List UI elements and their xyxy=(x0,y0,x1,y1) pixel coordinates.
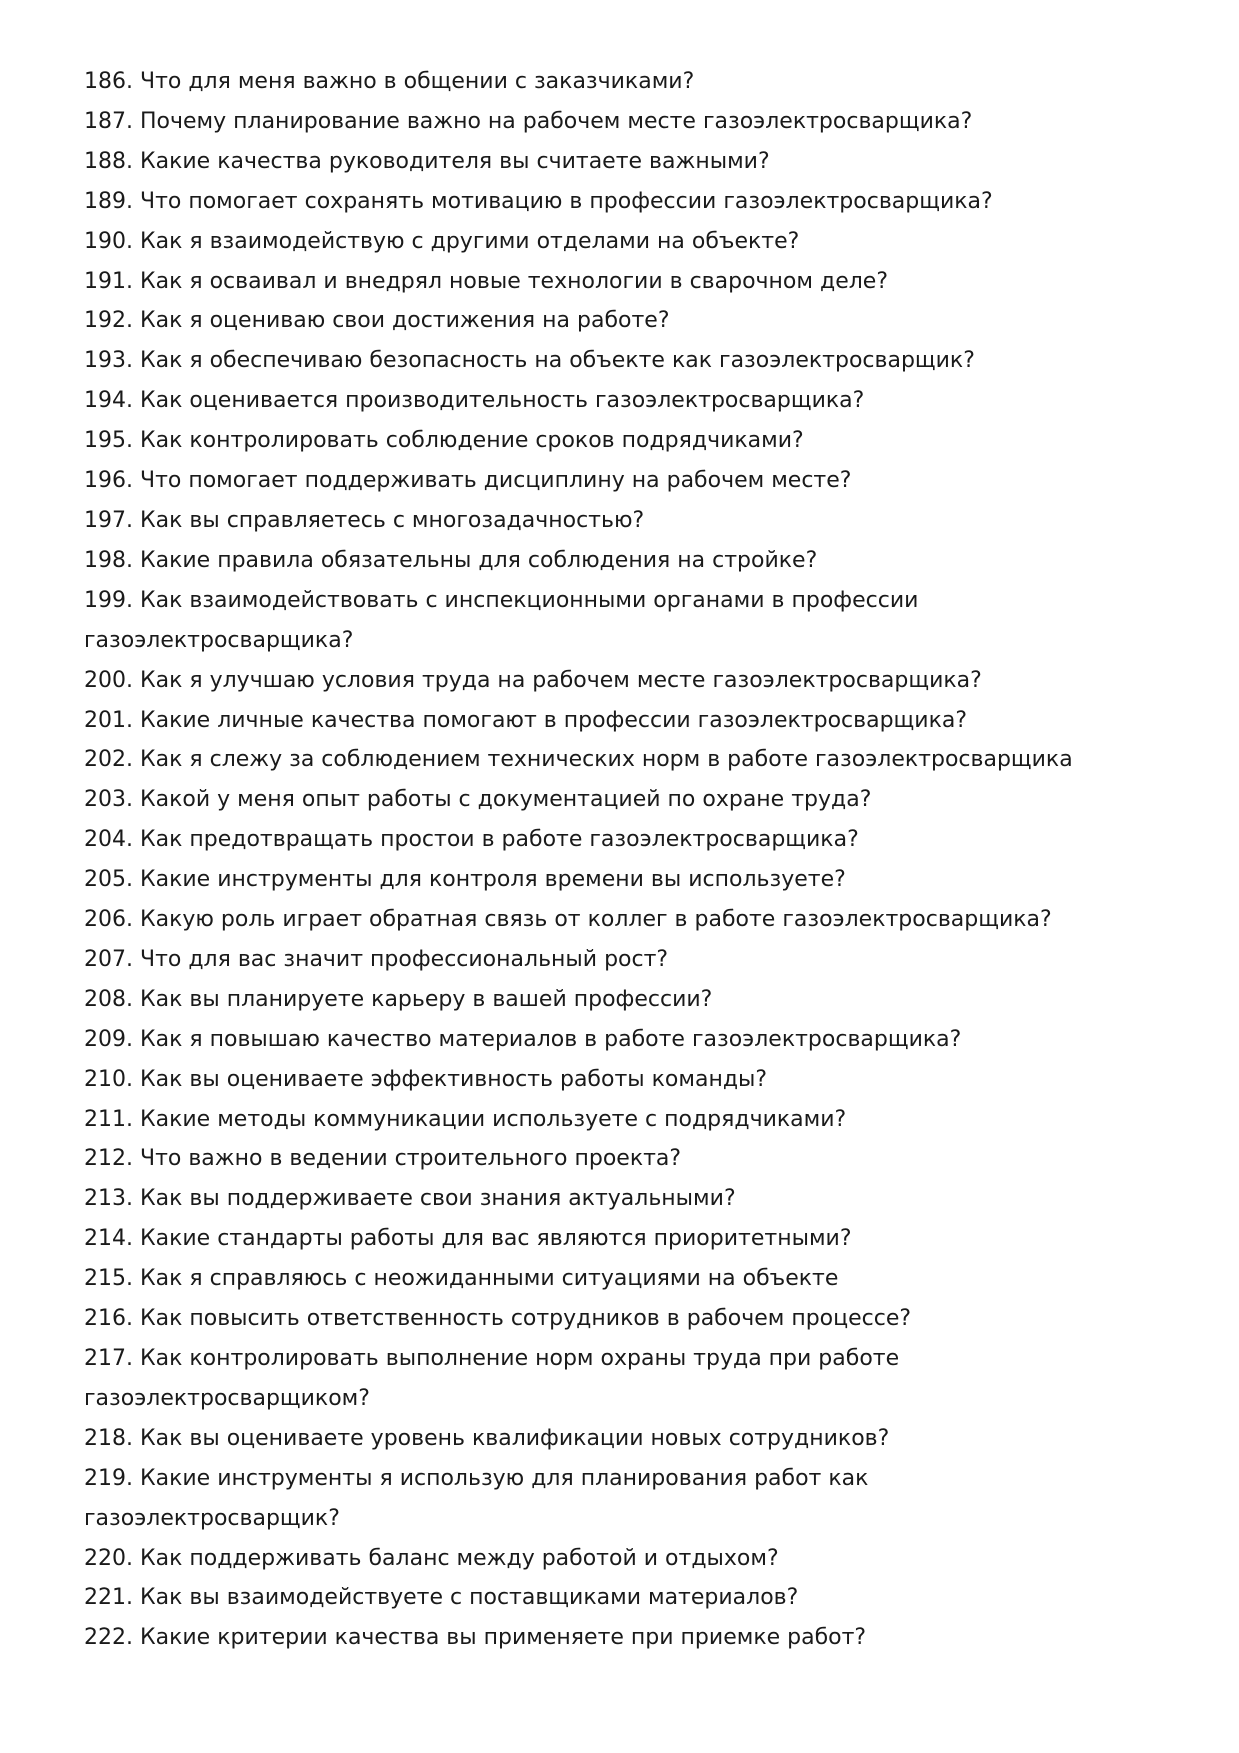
question-text: Как оценивается производительность газоэлектросварщика? xyxy=(139,388,865,414)
question-text: Как я осваивал и внедрял новые технологии в сварочном деле? xyxy=(139,268,889,294)
question-text: Какие правила обязательны для соблюдения на стройке? xyxy=(139,547,818,573)
question-number: 209. xyxy=(84,1026,133,1052)
list-item xyxy=(84,182,1124,222)
question-text: Как контролировать выполнение норм охраны труда при работе газоэлектросварщиком? xyxy=(84,1346,900,1411)
question-text: Как предотвращать простои в работе газоэлектросварщика? xyxy=(139,827,859,853)
list-item xyxy=(84,501,1124,541)
list-item xyxy=(84,581,1124,661)
question-text: Какой у меня опыт работы с документацией по охране труда? xyxy=(139,787,872,813)
question-text: Как вы поддерживаете свои знания актуальными? xyxy=(139,1186,736,1212)
list-item xyxy=(84,102,1124,142)
question-number: 217. xyxy=(84,1346,133,1371)
list-item xyxy=(84,222,1124,262)
question-number: 221. xyxy=(84,1585,133,1611)
question-text: Как я повышаю качество материалов в работе газоэлектросварщика? xyxy=(139,1026,962,1052)
question-number: 213. xyxy=(84,1186,133,1212)
question-number: 191. xyxy=(84,268,133,294)
question-number: 220. xyxy=(84,1545,133,1571)
question-number: 215. xyxy=(84,1266,133,1292)
question-number: 216. xyxy=(84,1306,133,1332)
list-item xyxy=(84,1339,1124,1419)
question-number: 197. xyxy=(84,507,133,533)
question-number: 205. xyxy=(84,867,133,893)
question-text: Как вы оцениваете уровень квалификации новых сотрудников? xyxy=(139,1425,890,1451)
question-number: 192. xyxy=(84,308,133,334)
question-number: 210. xyxy=(84,1066,133,1092)
question-text: Как взаимодействовать с инспекционными органами в профессии газоэлектросварщика? xyxy=(84,587,919,653)
question-text: Как вы планируете карьеру в вашей профессии? xyxy=(139,986,713,1012)
question-text: Как я слежу за соблюдением технических норм в работе газоэлектросварщика xyxy=(139,747,1073,773)
question-number: 195. xyxy=(84,428,133,454)
list-item xyxy=(84,461,1124,501)
question-text: Как контролировать соблюдение сроков подрядчиками? xyxy=(139,428,804,454)
list-item xyxy=(84,381,1124,421)
question-number: 218. xyxy=(84,1425,133,1451)
question-text: Как я оцениваю свои достижения на работе? xyxy=(139,308,670,334)
list-item xyxy=(84,421,1124,461)
question-number: 207. xyxy=(84,946,133,972)
list-item xyxy=(84,900,1124,940)
question-number: 188. xyxy=(84,148,133,174)
question-number: 212. xyxy=(84,1146,133,1172)
question-text: Как я обеспечиваю безопасность на объекте как газоэлектросварщик? xyxy=(139,348,975,374)
list-item xyxy=(84,1060,1124,1100)
question-text: Какие качества руководителя вы считаете важными? xyxy=(139,148,770,174)
list-item xyxy=(84,1219,1124,1259)
question-number: 198. xyxy=(84,547,133,573)
question-number: 190. xyxy=(84,228,133,254)
question-text: Как повысить ответственность сотрудников в рабочем процессе? xyxy=(139,1306,912,1332)
list-item xyxy=(84,940,1124,980)
list-item xyxy=(84,1179,1124,1219)
question-number: 219. xyxy=(84,1465,133,1491)
list-item xyxy=(84,1618,1124,1658)
list-item xyxy=(84,1100,1124,1140)
list-item xyxy=(84,1539,1124,1579)
question-number: 204. xyxy=(84,827,133,853)
list-item xyxy=(84,262,1124,302)
question-number: 200. xyxy=(84,667,133,693)
question-text: Какие критерии качества вы применяете при приемке работ? xyxy=(139,1625,867,1651)
list-item xyxy=(84,1419,1124,1459)
question-text: Почему планирование важно на рабочем месте газоэлектросварщика? xyxy=(139,108,973,134)
question-number: 203. xyxy=(84,787,133,813)
question-text: Какие личные качества помогают в профессии газоэлектросварщика? xyxy=(139,707,968,733)
list-item xyxy=(84,142,1124,182)
list-item xyxy=(84,1259,1124,1299)
question-text: Что важно в ведении строительного проекта? xyxy=(139,1146,682,1172)
question-text: Какие методы коммуникации используете с подрядчиками? xyxy=(139,1106,847,1132)
question-text: Как я справляюсь с неожиданными ситуациями на объекте xyxy=(139,1266,839,1292)
question-text: Что для вас значит профессиональный рост? xyxy=(139,946,669,972)
list-item xyxy=(84,1578,1124,1618)
question-text: Что помогает сохранять мотивацию в профессии газоэлектросварщика? xyxy=(139,188,993,214)
question-number: 193. xyxy=(84,348,133,374)
question-text: Как вы оцениваете эффективность работы команды? xyxy=(139,1066,768,1092)
list-item xyxy=(84,701,1124,741)
question-text: Какую роль играет обратная связь от коллег в работе газоэлектросварщика? xyxy=(139,907,1052,933)
question-text: Какие инструменты для контроля времени вы используете? xyxy=(139,867,846,893)
question-number: 214. xyxy=(84,1226,133,1252)
list-item xyxy=(84,820,1124,860)
question-number: 201. xyxy=(84,707,133,733)
list-item xyxy=(84,740,1124,780)
question-text: Как поддерживать баланс между работой и отдыхом? xyxy=(139,1545,779,1571)
question-text: Что для меня важно в общении с заказчиками? xyxy=(139,69,695,94)
question-text: Как вы взаимодействуете с поставщиками материалов? xyxy=(139,1585,799,1611)
question-text: Какие инструменты я использую для планирования работ как газоэлектросварщик? xyxy=(84,1465,869,1531)
list-item xyxy=(84,980,1124,1020)
list-item xyxy=(84,1459,1124,1539)
list-item xyxy=(84,780,1124,820)
question-text: Как я улучшаю условия труда на рабочем месте газоэлектросварщика? xyxy=(139,667,982,693)
question-number: 202. xyxy=(84,747,133,773)
list-item xyxy=(84,661,1124,701)
question-number: 206. xyxy=(84,907,133,933)
list-item xyxy=(84,1299,1124,1339)
list-item xyxy=(84,1139,1124,1179)
question-number: 196. xyxy=(84,468,133,494)
question-text: Какие стандарты работы для вас являются приоритетными? xyxy=(139,1226,852,1252)
list-item xyxy=(84,341,1124,381)
question-number: 186. xyxy=(84,69,133,94)
question-text: Как вы справляетесь с многозадачностью? xyxy=(139,507,645,533)
question-number: 208. xyxy=(84,986,133,1012)
list-item xyxy=(84,301,1124,341)
question-list xyxy=(84,62,1124,1658)
list-item xyxy=(84,1020,1124,1060)
question-number: 199. xyxy=(84,587,133,613)
question-number: 187. xyxy=(84,108,133,134)
list-item xyxy=(84,62,1124,102)
question-number: 222. xyxy=(84,1625,133,1651)
list-item xyxy=(84,860,1124,900)
question-number: 189. xyxy=(84,188,133,214)
list-item xyxy=(84,541,1124,581)
question-text: Что помогает поддерживать дисциплину на рабочем месте? xyxy=(139,468,852,494)
question-number: 194. xyxy=(84,388,133,414)
question-text: Как я взаимодействую с другими отделами на объекте? xyxy=(139,228,800,254)
question-number: 211. xyxy=(84,1106,133,1132)
